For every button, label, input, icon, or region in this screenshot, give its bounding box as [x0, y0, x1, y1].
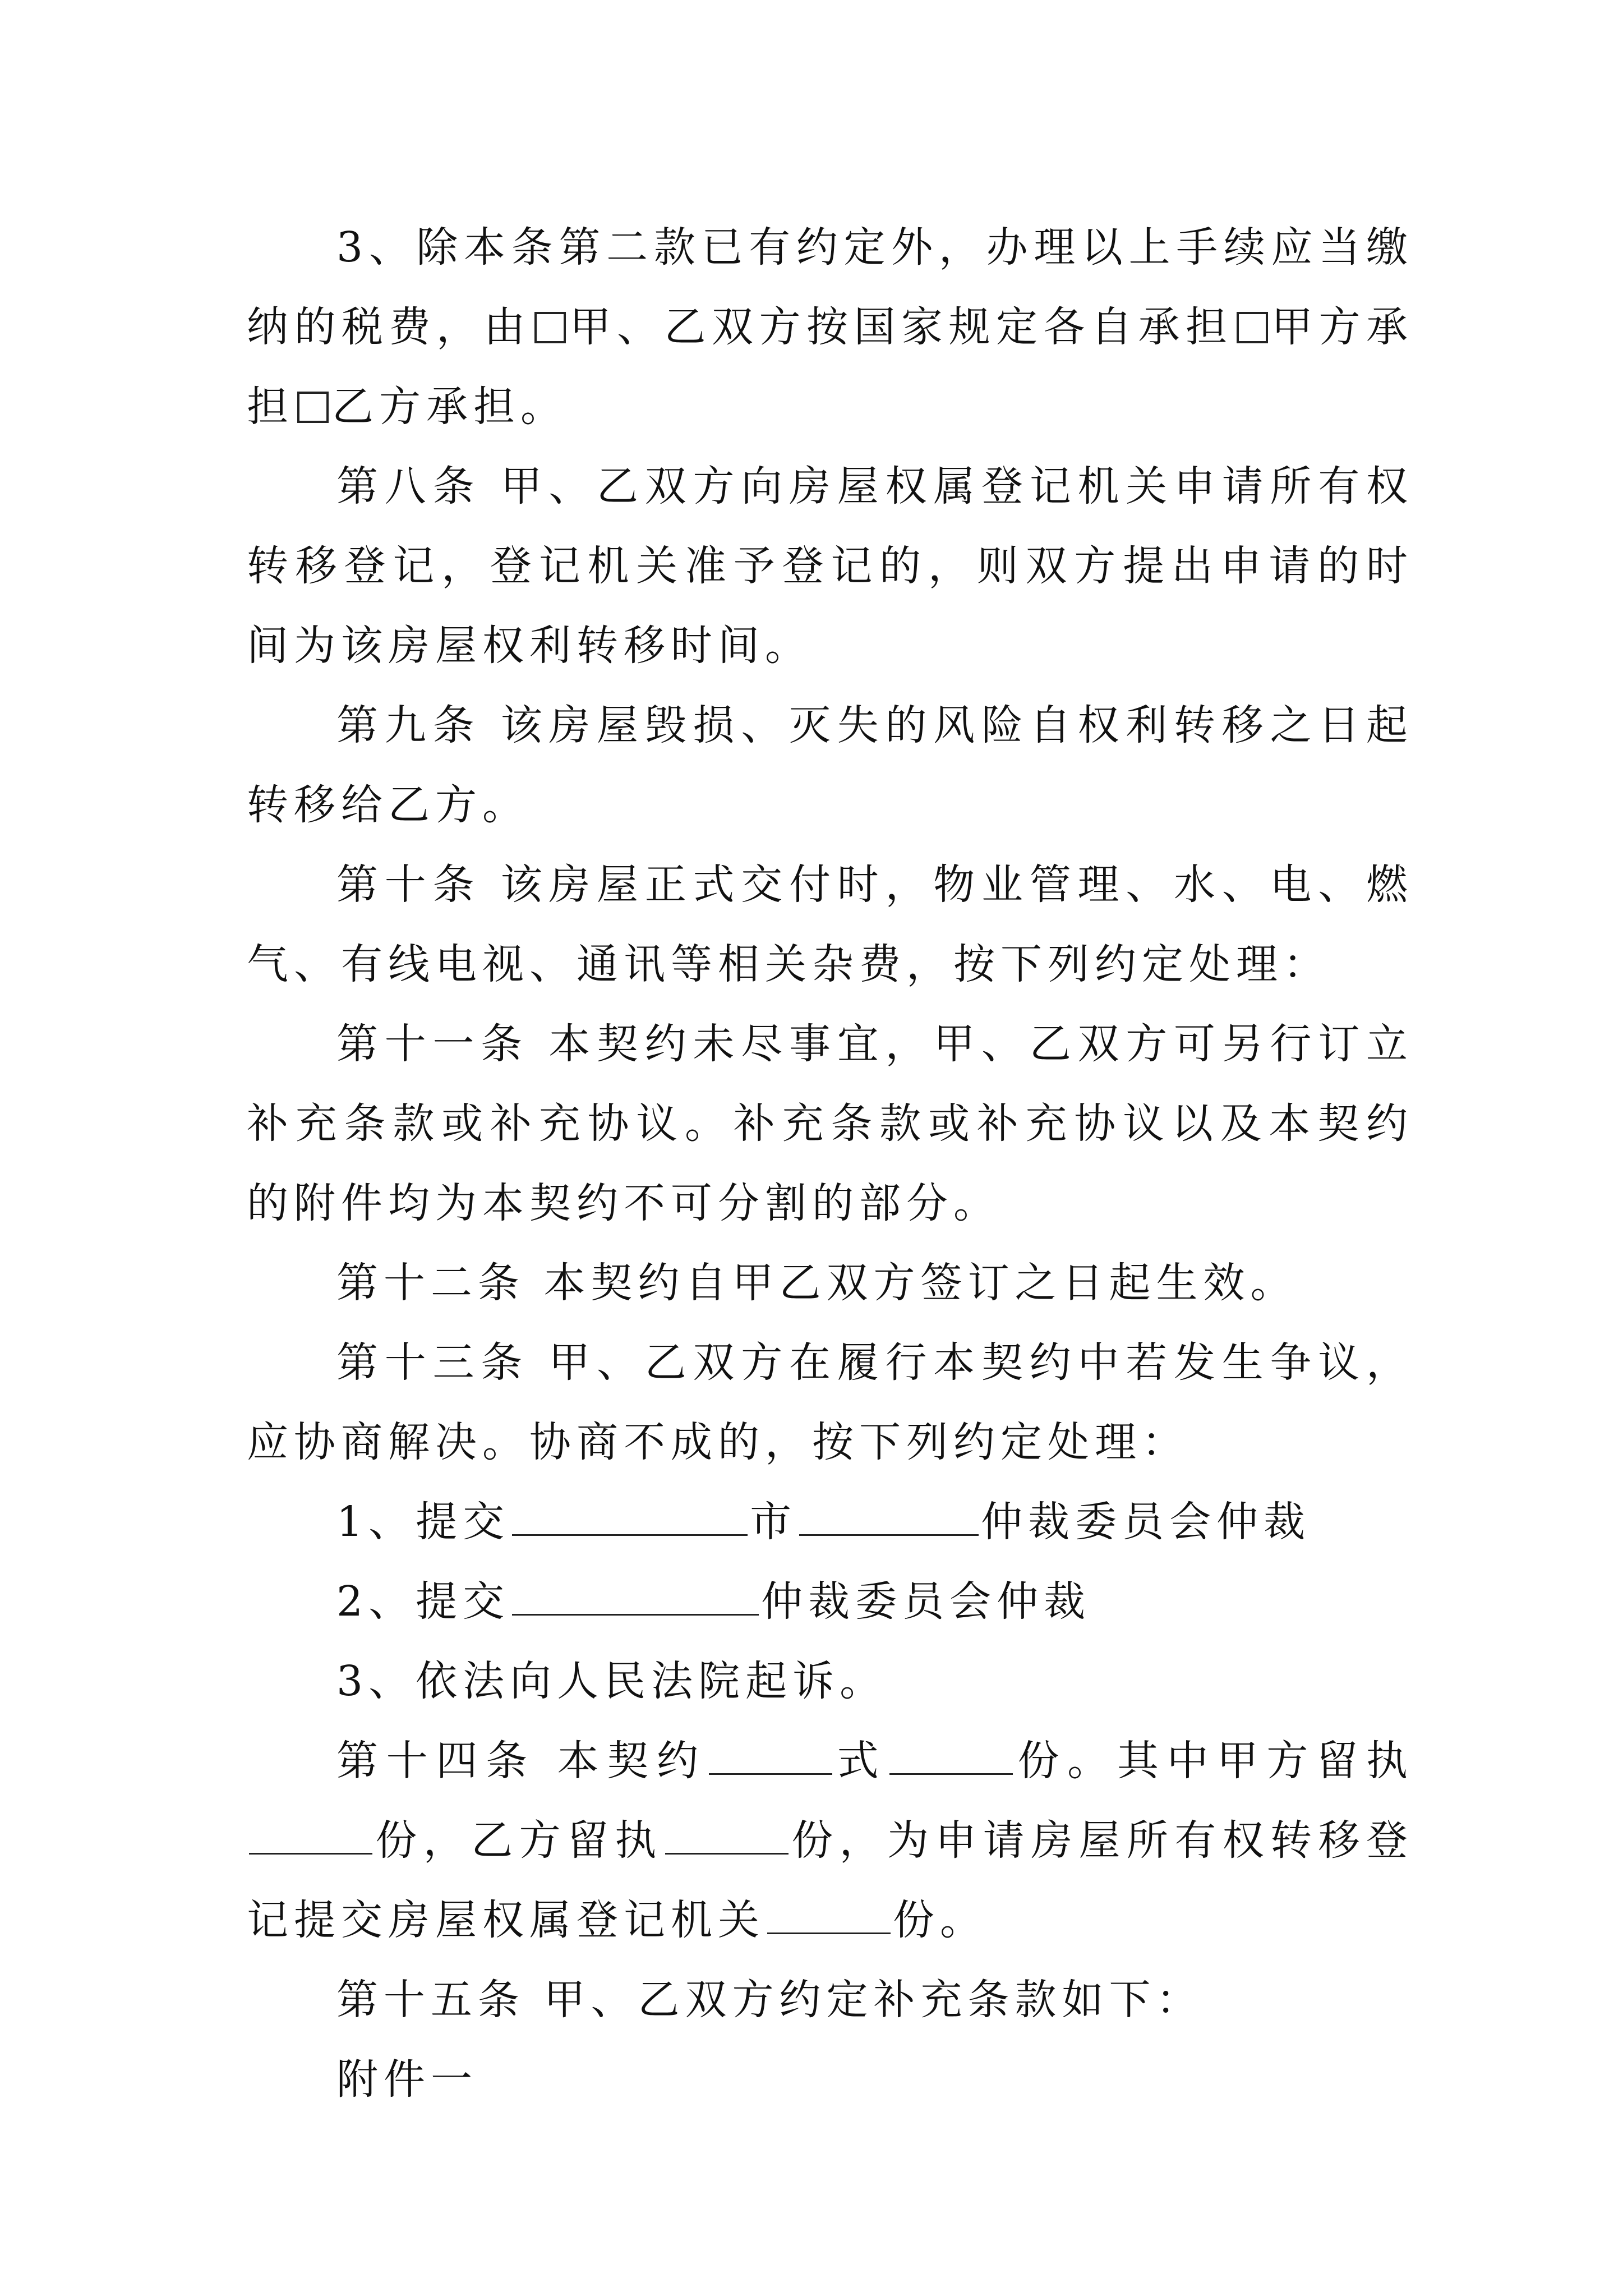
article-15: 第十五条 甲、乙双方约定补充条款如下：	[336, 1976, 1204, 2024]
checkbox-party-b[interactable]	[297, 392, 329, 423]
option-2-suffix: 仲裁委员会仲裁	[761, 1577, 1091, 1626]
attachment-1-heading: 附件一	[336, 2055, 478, 2104]
paragraph-tax-fees	[247, 208, 1413, 447]
option-both-parties-label: 甲、乙双方按国家规定各自承担	[569, 303, 1233, 351]
dispute-option-1	[247, 1482, 1413, 1562]
dispute-option-2	[247, 1562, 1413, 1641]
blank-arbitration-committee[interactable]	[512, 1578, 759, 1616]
article-11: 第十一条 本契约未尽事宜，甲、乙双方可另行订立补充条款或补充协议。补充条款或补充协议以及本契约的附件均为本契约不可分割的部分。	[247, 1020, 1413, 1227]
article-14-text-d: 份，乙方留执	[375, 1816, 663, 1865]
option-1-suffix: 仲裁委员会仲裁	[981, 1498, 1311, 1546]
option-1-city: 市	[750, 1498, 797, 1546]
blank-copies-format[interactable]	[709, 1737, 832, 1775]
tax-fees-text: 3、除本条第二款已有约定外，办理以上手续应当缴纳的税费，由	[247, 223, 1413, 351]
checkbox-both-parties[interactable]	[534, 312, 566, 343]
article-8: 第八条 甲、乙双方向房屋权属登记机关申请所有权转移登记，登记机关准予登记的，则双方提出申请的时间为该房屋权利转移时间。	[247, 462, 1413, 670]
document-body	[247, 208, 1413, 2119]
blank-copies-party-a[interactable]	[249, 1817, 372, 1855]
article-14	[247, 1721, 1413, 1960]
article-14-text-c: 份。其中甲方留执	[1015, 1737, 1413, 1785]
blank-copies-registry[interactable]	[767, 1897, 891, 1934]
blank-city-name[interactable]	[512, 1498, 748, 1536]
article-14-text-b: 式	[834, 1737, 887, 1785]
article-12: 第十二条 本契约自甲乙双方签订之日起生效。	[336, 1259, 1298, 1307]
article-9: 第九条 该房屋毁损、灭失的风险自权利转移之日起转移给乙方。	[247, 701, 1413, 829]
option-party-a-label: 甲方承担	[247, 303, 1413, 431]
blank-copies-total[interactable]	[889, 1737, 1013, 1775]
option-1-prefix: 1、提交	[336, 1498, 510, 1546]
checkbox-party-a[interactable]	[1237, 312, 1268, 343]
blank-arbitration-name[interactable]	[799, 1498, 979, 1536]
article-10: 第十条 该房屋正式交付时，物业管理、水、电、燃气、有线电视、通讯等相关杂费，按下列约定处理：	[247, 861, 1413, 988]
article-14-text-f: 份。	[893, 1896, 987, 1944]
dispute-option-3: 3、依法向人民法院起诉。	[336, 1657, 887, 1705]
article-13: 第十三条 甲、乙双方在履行本契约中若发生争议，应协商解决。协商不成的，按下列约定处理：	[247, 1338, 1413, 1466]
blank-copies-party-b[interactable]	[665, 1817, 789, 1855]
article-14-text-a: 第十四条 本契约	[336, 1737, 707, 1785]
option-party-b-label: 乙方承担。	[332, 383, 568, 431]
article-14-text-e: 份，为申请房屋所有权转移登记提交房屋权属登记机关	[247, 1816, 1414, 1944]
option-2-prefix: 2、提交	[336, 1577, 510, 1626]
